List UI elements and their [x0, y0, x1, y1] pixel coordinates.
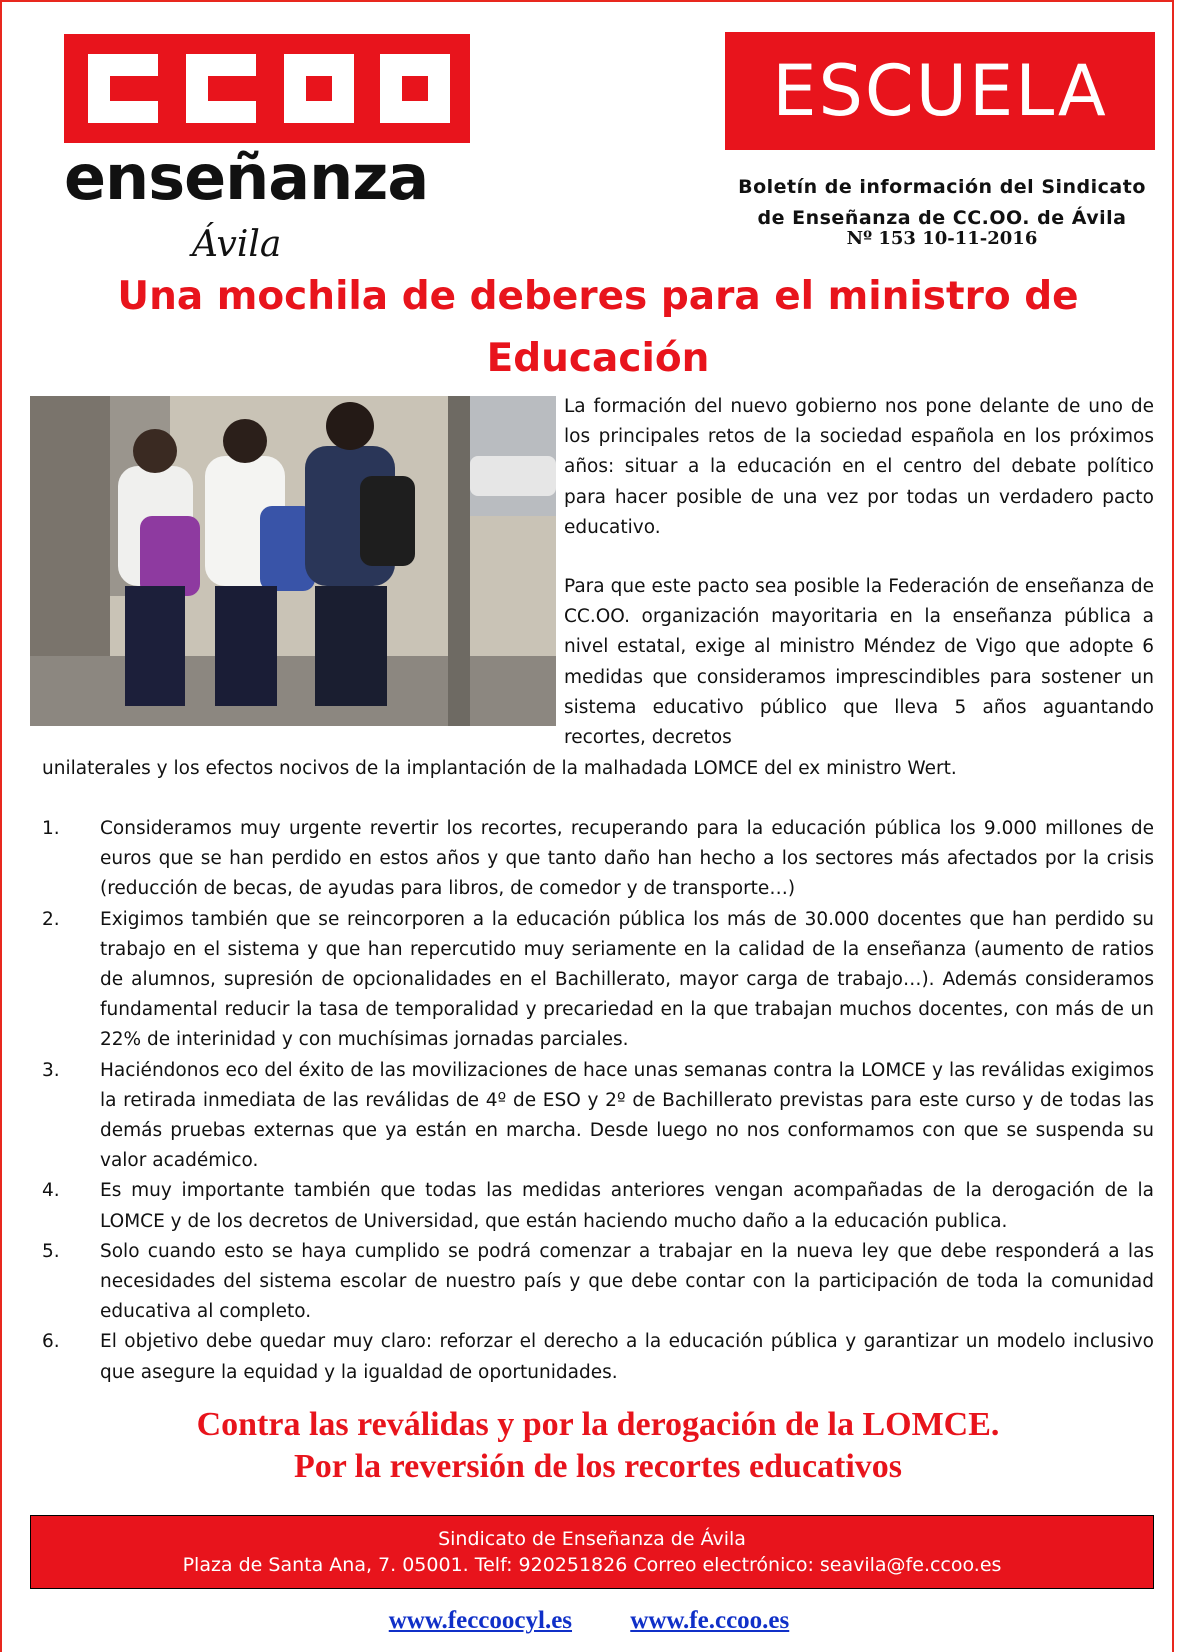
- escuela-box: ESCUELA: [725, 32, 1155, 150]
- headline-line1: Una mochila de deberes para el ministro de: [117, 274, 1079, 319]
- list-item: [42, 1176, 1154, 1236]
- slogan: [42, 1404, 1154, 1488]
- footer-links: [2, 1607, 1176, 1635]
- bulletin-line1: Boletín de información del Sindicato: [738, 176, 1146, 198]
- list-item-text: El objetivo debe quedar muy claro: reforzar el derecho a la educación pública y garantizar un modelo inclusivo que asegure la equidad y la igualdad de oportunidades.: [100, 1331, 1154, 1383]
- list-item: [42, 1056, 1154, 1177]
- list-item-number: 1.: [42, 818, 60, 839]
- list-item-text: Exigimos también que se reincorporen a la educación pública los más de 30.000 docentes que han perdido su trabajo en el sistema y que han repercutido muy seriamente en la calidad de la enseñanza (aumento de ratios de alumnos, supresión de opcionalidades en el Bachillerato, mayor carga de trabajo…). Además consideramos fundamental reducir la tasa de temporalidad y precariedad en la que trabajan muchos docentes, con más de un 22% de interinidad y con muchísimas jornadas parciales.: [100, 908, 1154, 1051]
- logo-subtitle: Ávila: [192, 224, 282, 265]
- slogan-line1: Contra las reválidas y por la derogación de la LOMCE.: [196, 1406, 1000, 1443]
- link-feccoocyl[interactable]: www.feccoocyl.es: [388, 1607, 573, 1634]
- list-item: [42, 1237, 1154, 1328]
- list-item: [42, 905, 1154, 1056]
- logo-letter-c2: [186, 54, 256, 123]
- list-item-number: 4.: [42, 1180, 60, 1202]
- headline-line2: Educación: [486, 336, 710, 381]
- list-item: [42, 1327, 1154, 1387]
- headline: [42, 266, 1154, 390]
- logo-word: enseñanza: [64, 141, 429, 214]
- article-paragraph-2-tail: unilaterales y los efectos nocivos de la implantación de la malhadada LOMCE del ex ministro Wert.: [42, 758, 957, 779]
- list-item-text: Solo cuando esto se haya cumplido se podrá comenzar a trabajar en la nueva ley que debe responderá a las necesidades del sistema escolar de nuestro país y que debe contar con la participación de toda la comunidad educativa al completo.: [100, 1240, 1154, 1323]
- list-item: [42, 814, 1154, 905]
- list-item-number: 5.: [42, 1240, 60, 1262]
- list-item-number: 6.: [42, 1331, 60, 1353]
- students-photo: [30, 396, 556, 726]
- footer-line1: Sindicato de Enseñanza de Ávila: [438, 1528, 746, 1550]
- footer-line2: Plaza de Santa Ana, 7. 05001. Telf: 920251826 Correo electrónico: seavila@fe.ccoo.es: [182, 1554, 1002, 1576]
- list-item-text: Es muy importante también que todas las medidas anteriores vengan acompañadas de la derogación de la LOMCE y de los decretos de Universidad, que están haciendo mucho daño a la educación publica.: [100, 1180, 1154, 1232]
- ccoo-logo: [64, 34, 470, 143]
- logo-letter-c1: [88, 54, 158, 123]
- list-item-text: Consideramos muy urgente revertir los recortes, recuperando para la educación pública los 9.000 millones de euros que se han perdido en estos años y que tanto daño han hecho a los sectores más afectados por la crisis (reducción de becas, de ayudas para libros, de comedor y de transporte…): [100, 818, 1154, 900]
- slogan-line2: Por la reversión de los recortes educativos: [293, 1448, 903, 1485]
- link-fe-ccoo[interactable]: www.fe.ccoo.es: [630, 1607, 790, 1634]
- logo-letter-o1: [284, 54, 354, 123]
- list-item-number: 3.: [42, 1059, 60, 1081]
- measures-list: [42, 814, 1154, 1388]
- logo-letter-o2: [380, 54, 450, 123]
- article-paragraph-2: Para que este pacto sea posible la Federación de enseñanza de CC.OO. organización mayoritaria en la enseñanza pública a nivel estatal, exige al ministro Méndez de Vigo que adopte 6 medidas que consideramos imprescindibles para sostener un sistema educativo público que lleva 5 años aguantando recortes, decretos: [564, 576, 1154, 749]
- list-item-text: Haciéndonos eco del éxito de las movilizaciones de hace unas semanas contra la LOMCE y las reválidas exigimos la retirada inmediata de las reválidas de 4º de ESO y 2º de Bachillerato previstas para este curso y de todas las demás pruebas externas que ya están en marcha. Desde luego no nos conformamos con que se suspenda su valor académico.: [100, 1059, 1154, 1172]
- students-photo-illustration: [30, 396, 556, 726]
- list-item-number: 2.: [42, 908, 60, 930]
- bulletin-description: [702, 172, 1178, 234]
- footer-contact-box: [30, 1515, 1154, 1589]
- bulletin-number: Nº 153 10-11-2016: [846, 228, 1038, 249]
- bulletin-line2: de Enseñanza de CC.OO. de Ávila: [757, 207, 1127, 229]
- article-paragraph-1: La formación del nuevo gobierno nos pone delante de uno de los principales retos de la sociedad española en los próximos años: situar a la educación en el centro del debate político para hacer posible de una vez por todas un verdadero pacto educativo.: [564, 396, 1154, 538]
